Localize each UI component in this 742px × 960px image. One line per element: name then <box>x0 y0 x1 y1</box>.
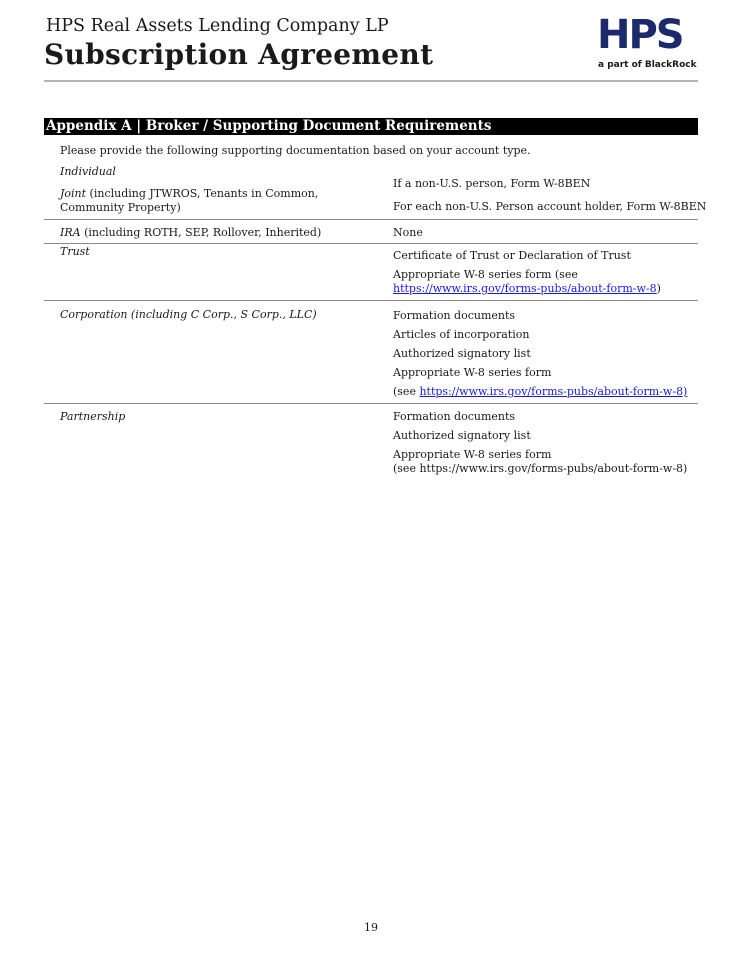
row-divider <box>44 219 698 220</box>
irs-w8-link[interactable]: https://www.irs.gov/forms-pubs/about-form-w-8) <box>419 385 688 398</box>
row-divider <box>44 403 698 404</box>
row-divider <box>44 243 698 244</box>
row-divider <box>44 300 698 301</box>
account-type-joint <box>60 187 318 200</box>
doc-trust-2-close: ) <box>656 282 661 295</box>
header-divider <box>44 80 698 82</box>
account-type-corporation: Corporation (including C Corp., S Corp., LLC) <box>60 308 317 321</box>
logo-mark: HPS <box>597 12 683 58</box>
account-type-ira <box>60 226 321 239</box>
doc-partnership-4: (see https://www.irs.gov/forms-pubs/about-form-w-8) <box>393 462 688 475</box>
doc-trust-2-link-line <box>393 282 661 295</box>
irs-w8-link[interactable]: https://www.irs.gov/forms-pubs/about-form-w-8 <box>393 282 657 295</box>
doc-corp-1: Formation documents <box>393 309 516 322</box>
doc-corp-2: Articles of incorporation <box>393 328 530 341</box>
doc-corp-5-prefix: (see <box>393 385 420 398</box>
company-name: HPS Real Assets Lending Company LP <box>46 16 389 36</box>
doc-ira-1: None <box>393 226 423 239</box>
account-type-trust: Trust <box>60 245 90 258</box>
logo-tagline: a part of BlackRock <box>598 60 697 70</box>
doc-trust-1: Certificate of Trust or Declaration of Trust <box>393 249 631 262</box>
account-type-individual: Individual <box>60 165 116 178</box>
doc-joint-2: For each non-U.S. Person account holder, Form W-8BEN <box>393 200 707 213</box>
doc-joint-1: If a non-U.S. person, Form W-8BEN <box>393 177 591 190</box>
doc-partnership-1: Formation documents <box>393 410 516 423</box>
doc-partnership-3: Appropriate W-8 series form <box>393 448 552 461</box>
hps-logo <box>595 14 703 72</box>
account-type-joint-label: Joint <box>60 187 87 200</box>
section-heading: Appendix A | Broker / Supporting Document Requirements <box>44 118 698 135</box>
doc-corp-3: Authorized signatory list <box>393 347 531 360</box>
account-type-joint-line2: Community Property) <box>60 201 181 214</box>
account-type-joint-detail: (including JTWROS, Tenants in Common, <box>86 187 319 200</box>
doc-corp-4: Appropriate W-8 series form <box>393 366 552 379</box>
document-title: Subscription Agreement <box>44 38 434 71</box>
page-number: 19 <box>364 921 378 934</box>
doc-partnership-2: Authorized signatory list <box>393 429 531 442</box>
account-type-ira-detail: (including ROTH, SEP, Rollover, Inherited) <box>80 226 322 239</box>
account-type-partnership: Partnership <box>60 410 126 423</box>
doc-corp-5 <box>393 385 687 398</box>
doc-trust-2: Appropriate W-8 series form (see <box>393 268 578 281</box>
account-type-ira-label: IRA <box>60 226 81 239</box>
section-intro: Please provide the following supporting documentation based on your account type. <box>60 144 531 157</box>
